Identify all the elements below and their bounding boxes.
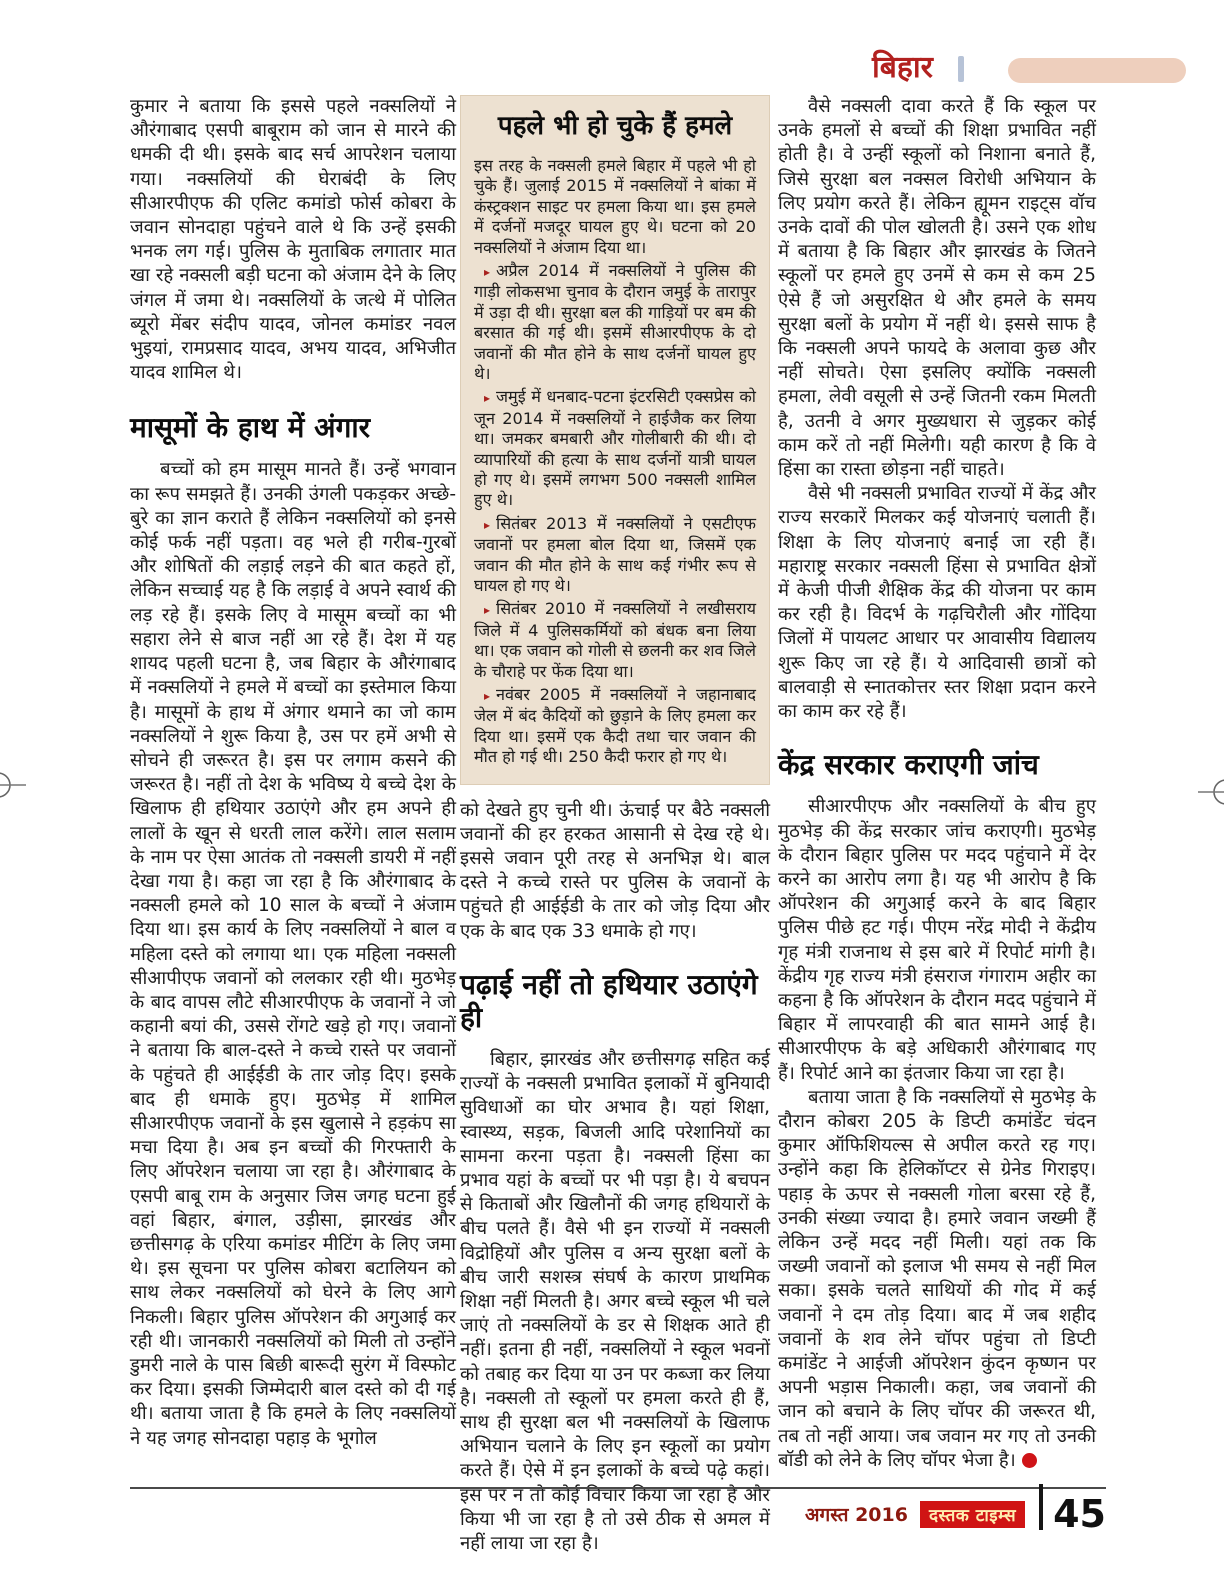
article-column-2 (460, 95, 770, 1556)
registration-mark-icon (0, 765, 26, 805)
page-footer (130, 1487, 1106, 1534)
body-paragraph (778, 1086, 1096, 1473)
body-paragraph: वैसे भी नक्सली प्रभावित राज्यों में केंद्र और राज्य सरकारें मिलकर कई योजनाएं चलाती हैं। शिक्षा के लिए योजनाएं बनाई जा रही हैं। महाराष्ट्र सरकार नक्सली हिंसा से प्रभावित क्षेत्रों में केजी पीजी शैक्षिक केंद्र की योजना पर काम कर रही है। विदर्भ के गढ़चिरौली और गोंदिया जिलों में पायलट आधार पर आवासीय विद्यालय शुरू किए जा रहे हैं। ये आदिवासी छात्रों को बालवाड़ी से स्नातकोत्तर स्तर शिक्षा प्रदान करने का काम कर रहे हैं। (778, 483, 1096, 723)
issue-date: अगस्त 2016 (805, 1504, 908, 1526)
infobox-list-item (474, 685, 756, 768)
section-heading: मासूमों के हाथ में अंगार (130, 411, 371, 445)
bullet-arrow-icon: ▸ (484, 517, 491, 532)
infobox-item-text: अप्रैल 2014 में नक्सलियों ने पुलिस की गाड़ी लोकसभा चुनाव के दौरान जमुई के तारापुर में उड़ा दी थी। सुरक्षा बल की गाड़ियों पर बम की बरसात की गई थी। इसमें सीआरपीएफ के दो जवानों की मौत होने के साथ दर्जनों घायल हुए थे। (474, 260, 756, 383)
infobox-list-item (474, 387, 756, 510)
bullet-arrow-icon: ▸ (484, 689, 491, 704)
masthead-pill (1008, 58, 1186, 83)
infobox-item-text: जमुई में धनबाद-पटना इंटरसिटी एक्सप्रेस को जून 2014 में नक्सलियों ने हाईजैक कर लिया था। जमकर बमबारी और गोलीबारी की थी। दो व्यापारियों की हत्या के साथ दर्जनों यात्री घायल हो गए थे। इसमें लगभग 500 नक्सली शामिल हुए थे। (474, 387, 756, 510)
bullet-arrow-icon: ▸ (484, 603, 491, 618)
body-paragraph: कुमार ने बताया कि इससे पहले नक्सलियों ने औरंगाबाद एसपी बाबूराम को जान से मारने की धमकी दी थी। इसके बाद सर्च आपरेशन चलाया गया। नक्सलियों की घेराबंदी के लिए सीआरपीएफ की एलिट कमांडो फोर्स कोबरा के जवान सोनदाहा पहुंचने वाले थे कि उन्हें इसकी भनक लग गई। पुलिस के मुताबिक लगातार मात खा रहे नक्सली बड़ी घटना को अंजाम देने के लिए जंगल में जमा थे। नक्सलियों के जत्थे में पोलित ब्यूरो मेंबर संदीप यादव, जोनल कमांडर नवल भुइयां, रामप्रसाद यादव, अभय यादव, अभिजीत यादव शामिल थे। (130, 96, 456, 384)
infobox-intro: इस तरह के नक्सली हमले बिहार में पहले भी हो चुके हैं। जुलाई 2015 में नक्सलियों ने बांका में कंस्ट्रक्शन साइट पर हमला किया था। इस हमले में दर्जनों मजदूर घायल हुए थे। घटना को 20 नक्सलियों ने अंजाम दिया था। (474, 155, 756, 257)
past-attacks-infobox (460, 95, 770, 785)
section-label: बिहार (872, 50, 933, 85)
registration-mark-icon (1198, 772, 1224, 812)
article-column-3 (778, 95, 1096, 1473)
infobox-item-text: नवंबर 2005 में नक्सलियों ने जहानाबाद जेल में बंद कैदियों को छुड़ाने के लिए हमला कर दिया था। इसमें एक कैदी तथा चार जवान की मौत हो गई थी। 250 कैदी फरार हो गए थे। (474, 685, 756, 767)
article-column-1 (130, 95, 456, 1451)
footer-row (130, 1494, 1106, 1534)
body-paragraph: वैसे नक्सली दावा करते हैं कि स्कूल पर उनके हमलों से बच्चों की शिक्षा प्रभावित नहीं होती है। वे उन्हीं स्कूलों को निशाना बनाते हैं, जिसे सुरक्षा बल नक्सल विरोधी अभियान के लिए प्रयोग करते हैं। लेकिन ह्यूमन राइट्स वॉच उनके दावों की पोल खोलती है। उसने एक शोध में बताया है कि बिहार और झारखंड के जितने स्कूलों पर हमले हुए उनमें से कम से कम 25 ऐसे हैं जो असुरक्षित थे और हमले के समय सुरक्षा बलों के प्रयोग में नहीं थे। इससे साफ है कि नक्सली अपने फायदे के अलावा कुछ और नहीं सोचते। ऐसा इसलिए क्योंकि नक्सली हमला, लेवी वसूली से उन्हें जितनी रकम मिलती है, उतनी वे अगर मुख्यधारा से जुड़कर कोई काम करें तो नहीं मिलेगी। यही कारण है कि वे हिंसा का रास्ता छोड़ना नहीं चाहते। (778, 96, 1096, 481)
body-paragraph: सीआरपीएफ और नक्सलियों के बीच हुए मुठभेड़ की केंद्र सरकार जांच कराएगी। मुठभेड़ के दौरान बिहार पुलिस पर मदद पहुंचाने में देर करने का आरोप लगा है। यह भी आरोप है कि ऑपरेशन की अगुआई करने के बाद बिहार पुलिस पीछे हट गई। पीएम नरेंद्र मोदी ने केंद्रीय गृह मंत्री राजनाथ से इस बारे में रिपोर्ट मांगी है। केंद्रीय गृह राज्य मंत्री हंसराज गंगाराम अहीर का कहना है कि ऑपरेशन के दौरान मदद पहुंचाने में बिहार में लापरवाही की बात सामने आई है। सीआरपीएफ के बड़े अधिकारी औरंगाबाद गए हैं। रिपोर्ट आने का इंतजार किया जा रहा है। (778, 796, 1096, 1084)
infobox-list-item (474, 261, 756, 384)
magazine-logo-badge: दस्तक टाइम्स (920, 1501, 1025, 1528)
footer-divider-bar (1039, 1484, 1043, 1530)
story-end-dot-icon (1022, 1453, 1037, 1468)
header-divider-bar (958, 56, 964, 82)
infobox-title: पहले भी हो चुके हैं हमले (497, 111, 733, 141)
infobox-item-text: सितंबर 2010 में नक्सलियों ने लखीसराय जिले में 4 पुलिसकर्मियों को बंधक बना लिया था। एक जवान को गोली से छलनी कर शव जिले के चौराहे पर फेंक दिया था। (474, 599, 756, 681)
infobox-item-text: सितंबर 2013 में नक्सलियों ने एसटीएफ जवानों पर हमला बोल दिया था, जिसमें एक जवान की मौत होने के साथ कई गंभीर रूप से घायल हो गए थे। (474, 513, 756, 596)
page-number: 45 (1053, 1492, 1106, 1536)
body-paragraph: बिहार, झारखंड और छत्तीसगढ़ सहित कई राज्यों के नक्सली प्रभावित इलाकों में बुनियादी सुविधाओं का घोर अभाव है। यहां शिक्षा, स्वास्थ्य, सड़क, बिजली आदि परेशानियों का सामना करना पड़ता है। नक्सली हिंसा का प्रभाव यहां के बच्चों पर भी पड़ा है। ये बचपन से किताबों और खिलौनों की जगह हथियारों के बीच पलते हैं। वैसे भी इन राज्यों में नक्सली विद्रोहियों और पुलिस व अन्य सुरक्षा बलों के बीच जारी सशस्त्र संघर्ष के कारण प्राथमिक शिक्षा नहीं मिलती है। अगर बच्चे स्कूल भी चले जाएं तो नक्सलियों के डर से शिक्षक आते ही नहीं। इतना ही नहीं, नक्सलियों ने स्कूल भवनों को तबाह कर दिया या उन पर कब्जा कर लिया है। नक्सली तो स्कूलों पर हमला करते ही हैं, साथ ही सुरक्षा बल भी नक्सलियों के खिलाफ अभियान चलाने के लिए इन स्कूलों का प्रयोग करते हैं। ऐसे में इन इलाकों के बच्चे पढ़े कहां। इस पर न तो कोई विचार किया जा रहा है और किया भी जा रहा है तो उसे ठीक से अमल में नहीं लाया जा रहा है। (460, 1048, 770, 1555)
bullet-arrow-icon: ▸ (484, 264, 491, 279)
section-heading: केंद्र सरकार कराएगी जांच (778, 748, 1039, 782)
body-paragraph: को देखते हुए चुनी थी। ऊंचाई पर बैठे नक्सली जवानों की हर हरकत आसानी से देख रहे थे। इससे जवान पूरी तरह से अनभिज्ञ थे। बाल दस्ते ने कच्चे रास्ते पर पुलिस के जवानों के पहुंचते ही आईईडी के तार को जोड़ दिया और एक के बाद एक 33 धमाके हो गए। (460, 799, 770, 942)
page-header (0, 50, 1190, 94)
body-paragraph: बच्चों को हम मासूम मानते हैं। उन्हें भगवान का रूप समझते हैं। उनकी उंगली पकड़कर अच्छे-बुरे का ज्ञान कराते हैं लेकिन नक्सलियों को इनसे कोई फर्क नहीं पड़ता। वह भले ही गरीब-गुरबों और शोषितों की लड़ाई लड़ने की बात कहते हों, लेकिन सच्चाई यह है कि लड़ाई वे अपने स्वार्थ की लड़ रहे हैं। इसके लिए वे मासूम बच्चों का भी सहारा लेने से बाज नहीं आ रहे हैं। देश में यह शायद पहली घटना है, जब बिहार के औरंगाबाद में नक्सलियों ने हमले में बच्चों का इस्तेमाल किया है। मासूमों के हाथ में अंगार थमाने का जो काम नक्सलियों ने शुरू किया है, उस पर हमें अभी से सोचने ही जरूरत है। इस पर लगाम कसने की जरूरत है। नहीं तो देश के भविष्य ये बच्चे देश के खिलाफ ही हथियार उठाएंगे और हम अपने ही लालों के खून से धरती लाल करेंगे। लाल सलाम के नाम पर ऐसा आतंक तो नक्सली डायरी में नहीं देखा गया है। कहा जा रहा है कि औरंगाबाद के नक्सली हमले को 10 साल के बच्चों ने अंजाम दिया था। इस कार्य के लिए नक्सलियों ने बाल व महिला दस्ते को लगाया था। एक महिला नक्सली सीआपीएफ जवानों को ललकार रही थी। मुठभेड़ के बाद वापस लौटे सीआरपीएफ के जवानों ने जो कहानी बयां की, उससे रोंगटे खड़े हो गए। जवानों ने बताया कि बाल-दस्ते ने कच्चे रास्ते पर जवानों के पहुंचते ही आईईडी के तार जोड़ दिए। इसके बाद ही धमाके हुए। मुठभेड़ में शामिल सीआरपीएफ जवानों के इस खुलासे ने हड़कंप सा मचा दिया है। अब इन बच्चों की गिरफ्तारी के लिए ऑपरेशन चलाया जा रहा है। औरंगाबाद के एसपी बाबू राम के अनुसार जिस जगह घटना हुई वहां बिहार, बंगाल, उड़ीसा, झारखंड और छत्तीसगढ़ के एरिया कमांडर मीटिंग के लिए जमा थे। इस सूचना पर पुलिस कोबरा बटालियन को साथ लेकर नक्सलियों को घेरने के लिए आगे निकली। बिहार पुलिस ऑपरेशन की अगुआई कर रही थी। जानकारी नक्सलियों को मिली तो उन्होंने डुमरी नाले के पास बिछी बारूदी सुरंग में विस्फोट कर दिया। इसकी जिम्मेदारी बाल दस्ते को दी गई थी। बताया जाता है कि हमले के लिए नक्सलियों ने यह जगह सोनदाहा पहाड़ के भूगोल (130, 459, 456, 1449)
footer-rule (130, 1487, 1106, 1489)
infobox-list-item (474, 514, 756, 597)
paragraph-text: बताया जाता है कि नक्सलियों से मुठभेड़ के दौरान कोबरा 205 के डिप्टी कमांडेंट चंदन कुमार ऑफिशियल्स से अपील करते रह गए। उन्होंने कहा कि हेलिकॉप्टर से ग्रेनेड गिराइए। पहाड़ के ऊपर से नक्सली गोला बरसा रहे हैं, उनकी संख्या ज्यादा है। हमारे जवान जख्मी हैं लेकिन उन्हें मदद नहीं मिली। यहां तक कि जख्मी जवानों को इलाज भी समय से नहीं मिल सका। इसके चलते साथियों की गोद में कई जवानों ने दम तोड़ दिया। बाद में जब शहीद जवानों के शव लेने चॉपर पहुंचा तो डिप्टी कमांडेंट ने आईजी ऑपरेशन कुंदन कृष्णन पर अपनी भड़ास निकाली। कहा, जब जवानों की जान को बचाने के लिए चॉपर की जरूरत थी, तब तो नहीं आया। जब जवान मर गए तो उनकी बॉडी को लेने के लिए चॉपर भेजा है। (778, 1086, 1096, 1471)
section-heading: पढ़ाई नहीं तो हथियार उठाएंगे ही (460, 967, 758, 1034)
infobox-list-item (474, 599, 756, 682)
bullet-arrow-icon: ▸ (484, 391, 491, 406)
